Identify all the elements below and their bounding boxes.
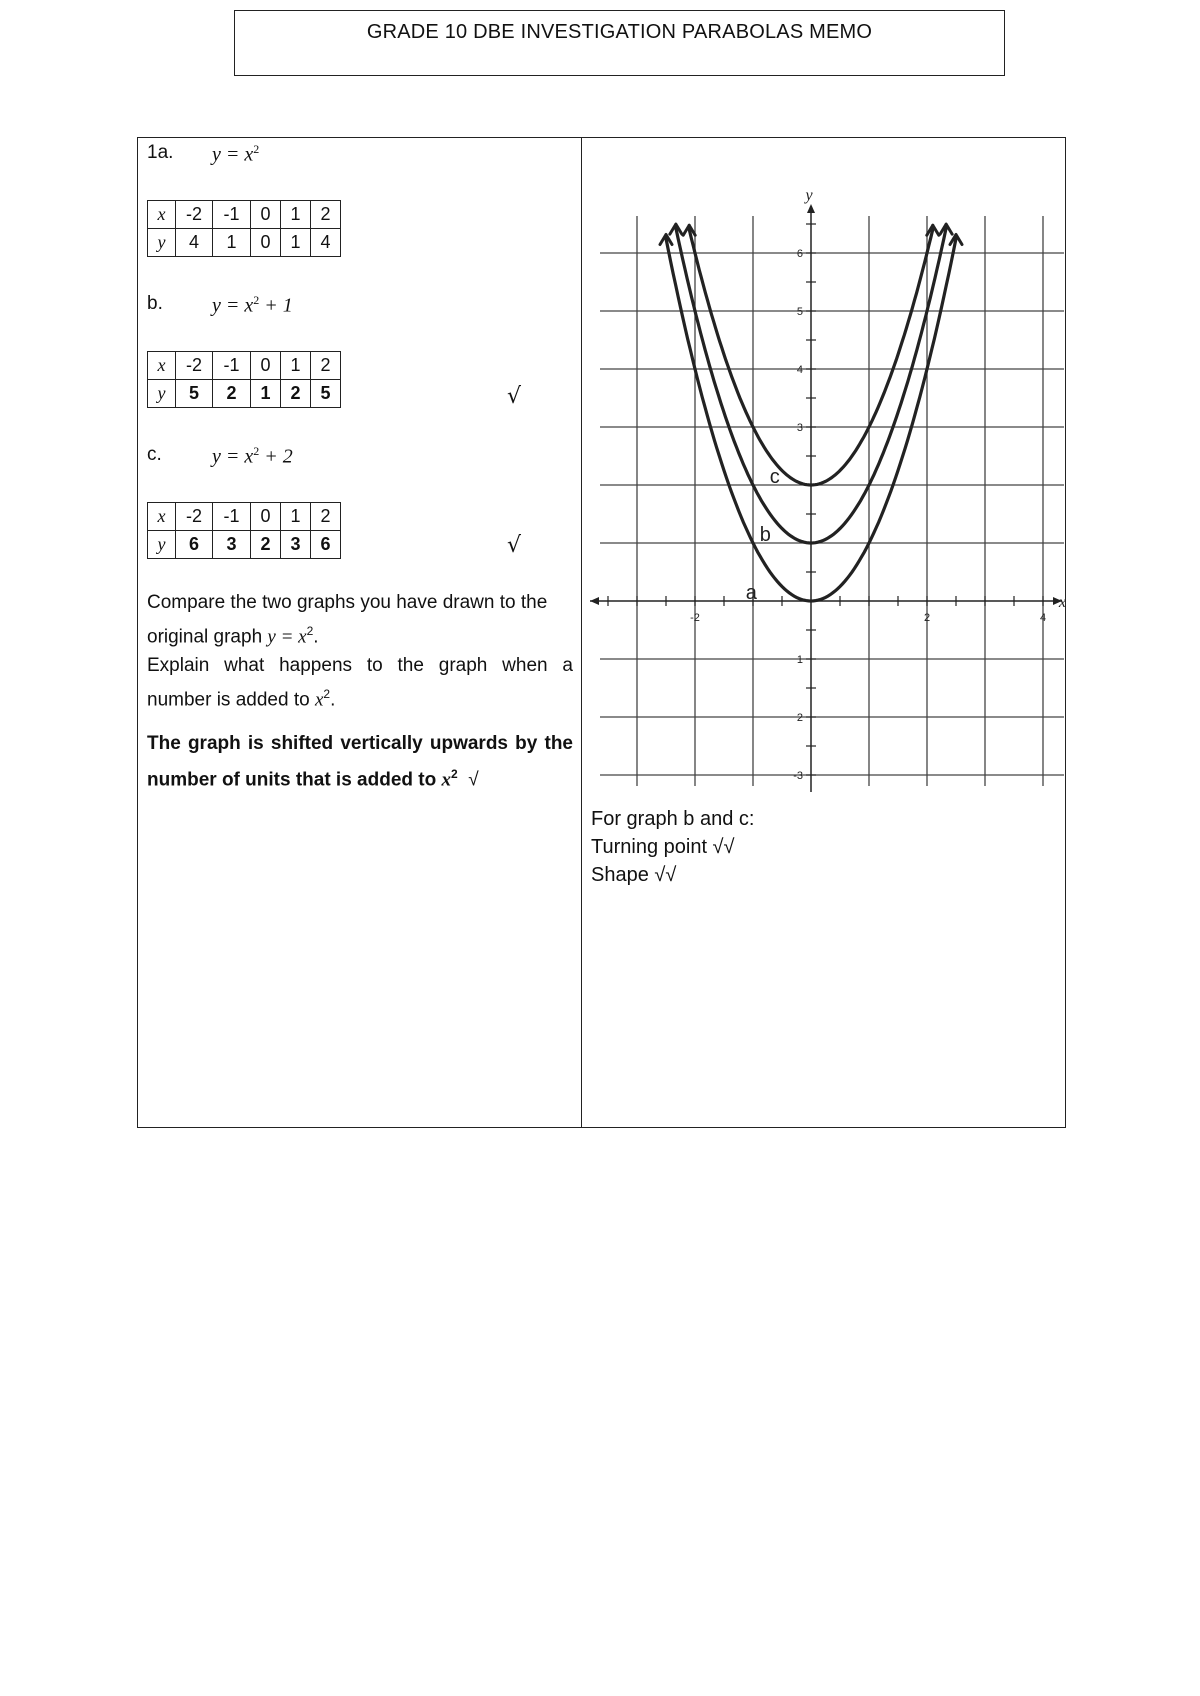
value-table-1b: x -2 -1 0 1 2 y 5 2 1 2 5: [147, 351, 341, 408]
page-title: GRADE 10 DBE INVESTIGATION PARABOLAS MEMO: [366, 21, 873, 43]
y-axis-arrow: [807, 204, 815, 213]
x-axis-label: x: [1058, 594, 1066, 611]
notes-line-1: For graph b and c:: [591, 808, 755, 830]
parabola-label-a: a: [745, 582, 757, 604]
questions-column: [138, 138, 582, 1127]
y-tick-label: 3: [796, 422, 803, 434]
mark-1c: √: [507, 533, 522, 558]
answer-text: The graph is shifted vertically upwards by the number of units that is added to $x^2$ √: [147, 733, 573, 791]
title-box: [234, 10, 1005, 76]
y-tick-label: 2: [796, 712, 803, 724]
x-tick-label: 4: [1039, 612, 1047, 624]
y-tick-label: -3: [793, 770, 803, 782]
question-1c-label: c.: [147, 444, 162, 465]
question-1b-equation: $y = x^2 + 1$: [212, 293, 293, 317]
y-tick-label: 6: [796, 248, 803, 260]
marking-notes: [591, 805, 754, 889]
compare-question: Compare the two graphs you have drawn to the original graph $y = x^2$. Explain what happens to the graph when a number is added to $x^2$.: [147, 592, 573, 711]
value-table-1a: x -2 -1 0 1 2 y 4 1 0 1 4: [147, 200, 341, 257]
question-1a-equation: $y = x^2$: [212, 142, 260, 166]
memo-table: [137, 137, 1066, 1128]
y-axis-label: y: [805, 187, 813, 204]
table-y-header: y: [148, 229, 176, 257]
y-tick-label: 4: [796, 364, 803, 376]
notes-line-2: Turning point √√: [591, 836, 735, 858]
question-1c-equation: $y = x^2 + 2$: [212, 444, 293, 468]
question-1a-label: 1a.: [147, 142, 174, 163]
value-table-1c: x -2 -1 0 1 2 y 6 3 2 3 6: [147, 502, 341, 559]
question-1b-label: b.: [147, 293, 163, 314]
y-tick-label: 5: [796, 306, 803, 318]
notes-line-3: Shape √√: [591, 864, 677, 886]
x-tick-label: 2: [923, 612, 931, 624]
table-x-header: x: [148, 201, 176, 229]
parabola-label-b: b: [759, 524, 771, 546]
mark-1b: √: [507, 384, 522, 409]
graph-column: [582, 138, 1065, 1127]
x-tick-label: -2: [690, 612, 700, 624]
parabola-graph: [582, 138, 1067, 818]
x-axis-arrow-left: [590, 597, 599, 605]
parabola-label-c: c: [769, 466, 780, 488]
y-tick-label: 1: [796, 654, 803, 666]
